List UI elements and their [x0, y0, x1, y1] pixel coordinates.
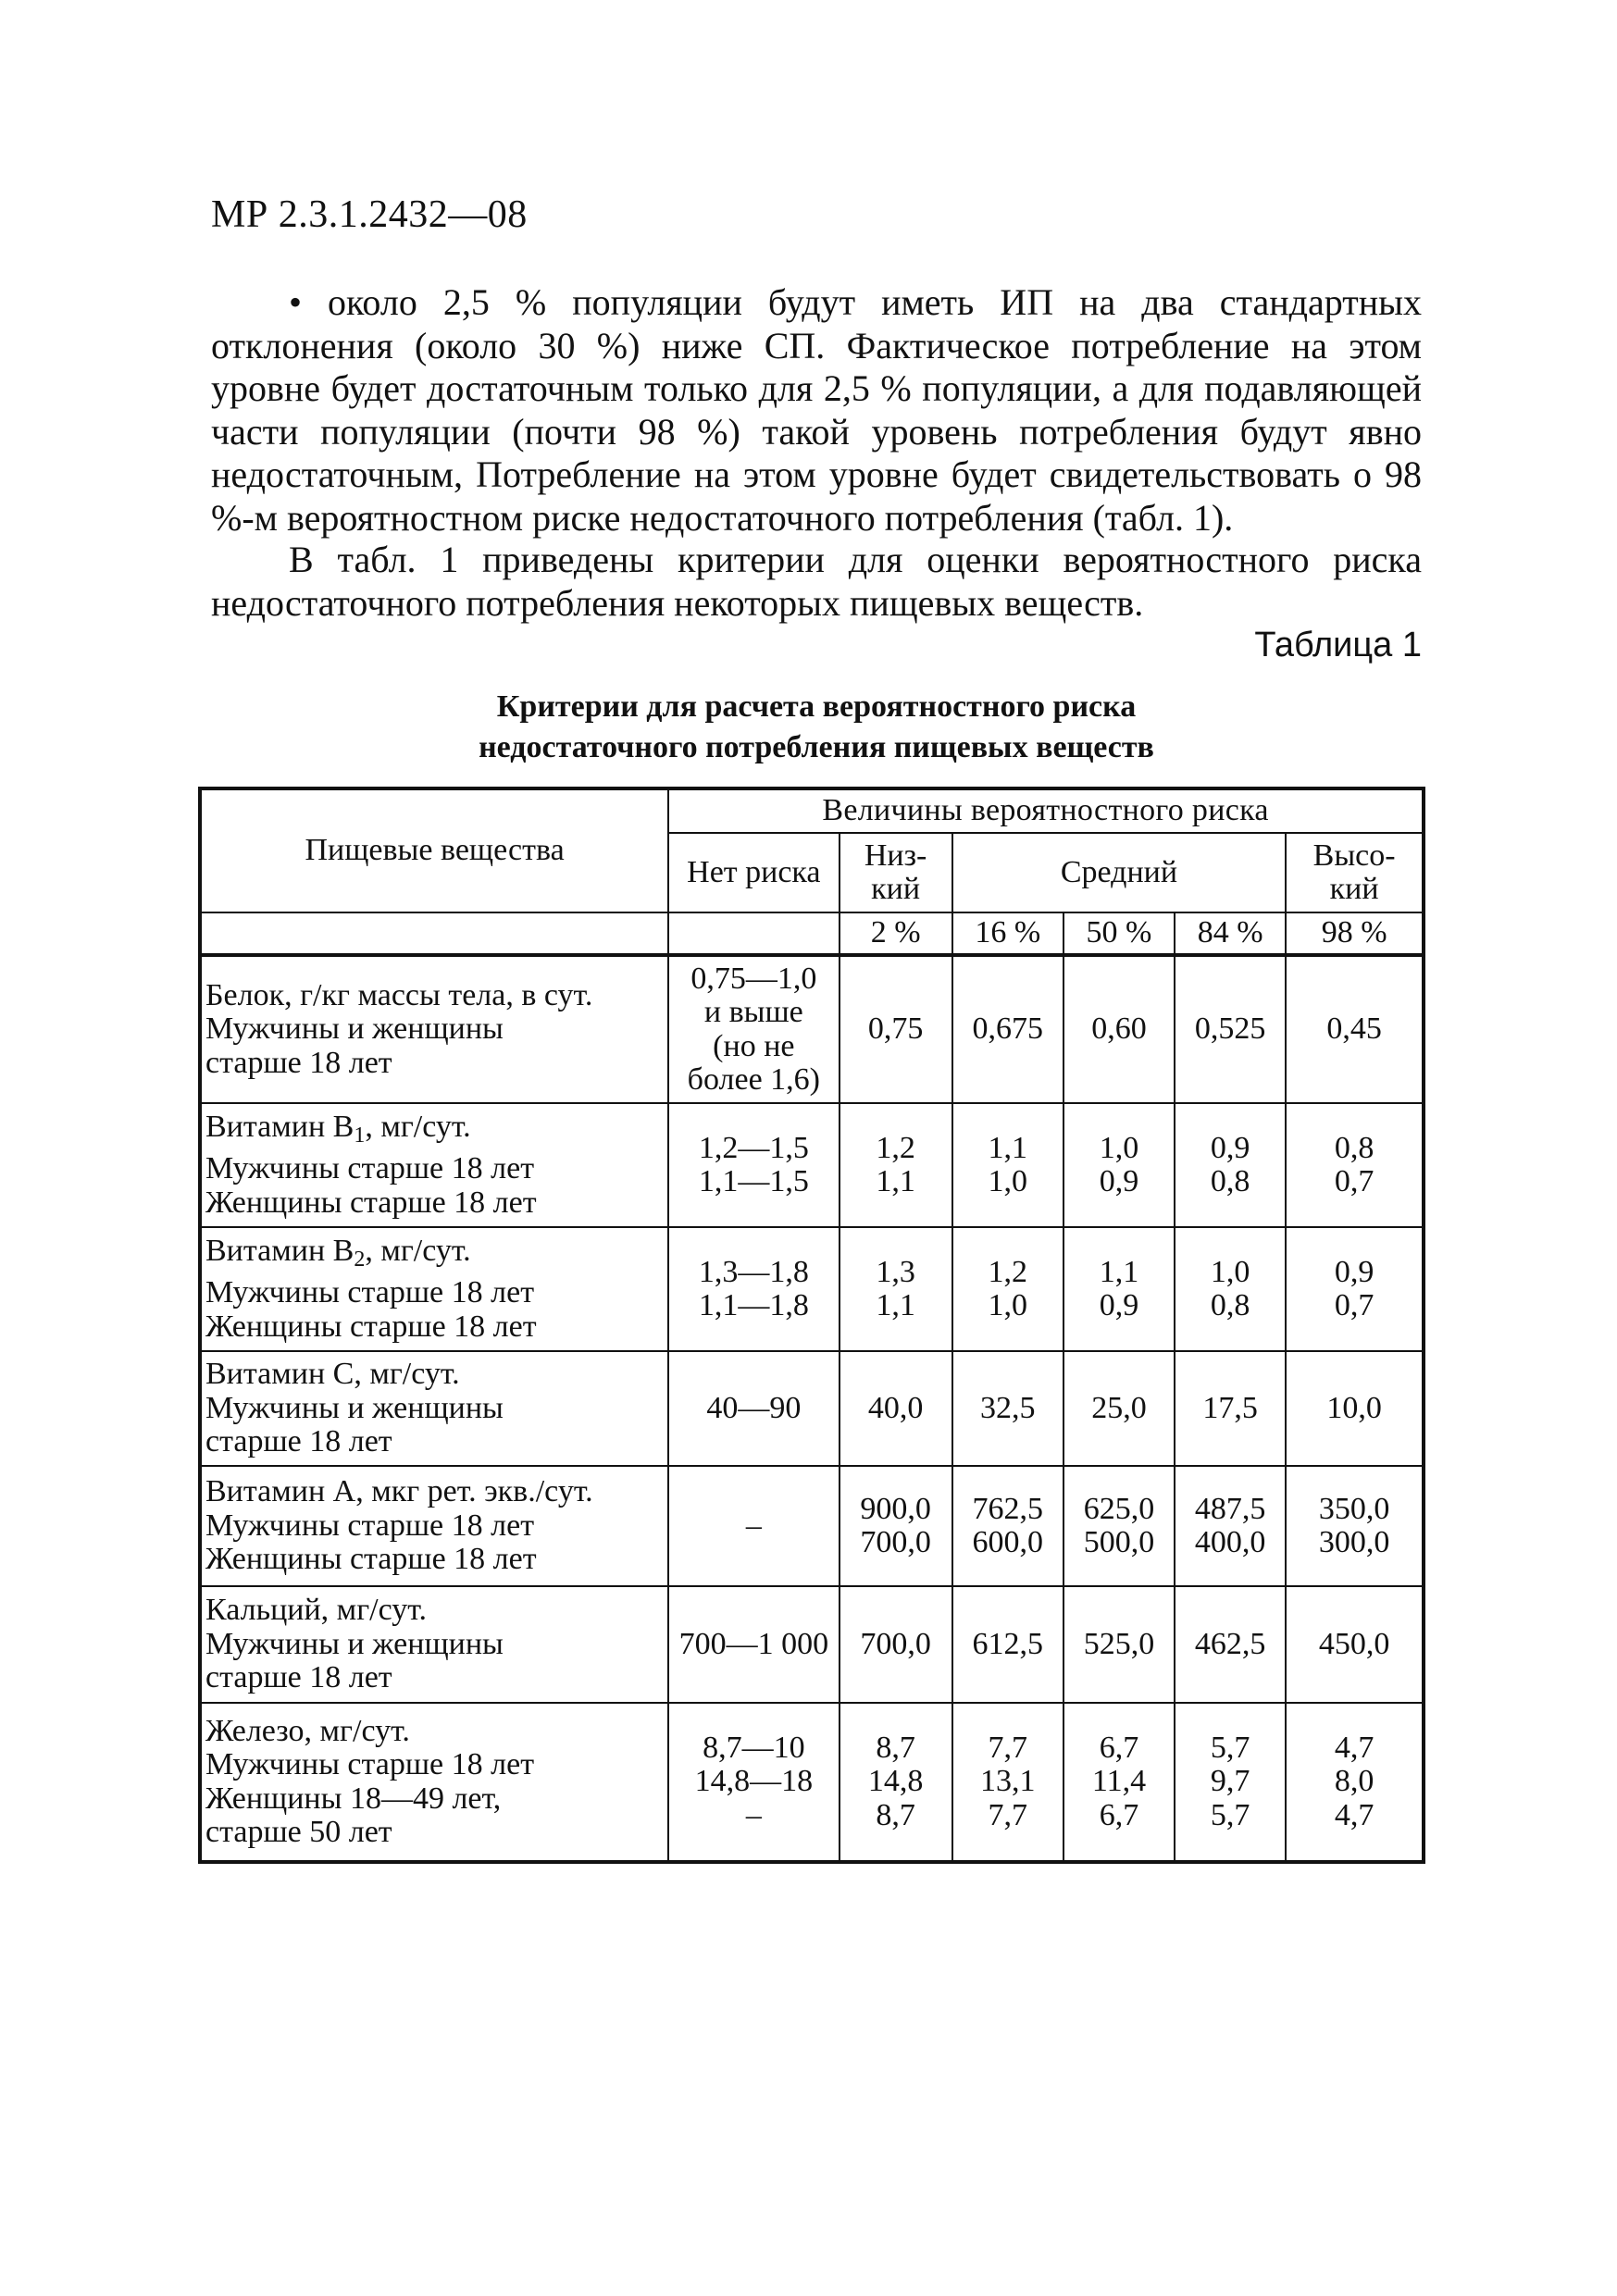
- value-cell-p16: [952, 1703, 1063, 1862]
- cell-value: 1,2: [988, 1254, 1028, 1289]
- substance-line: Женщины старше 18 лет: [205, 1185, 537, 1220]
- cell-value: 462,5: [1194, 1626, 1266, 1661]
- value-cell-p16: [952, 1351, 1063, 1466]
- cell-value: 700,0: [860, 1626, 931, 1661]
- value-cell-p50: [1063, 1586, 1175, 1703]
- cell-value: 0,60: [1091, 1011, 1147, 1047]
- cell-value: 300,0: [1318, 1525, 1390, 1559]
- cell-value: 1,2—1,5: [698, 1130, 809, 1165]
- value-cell-p84: [1175, 1351, 1286, 1466]
- cell-value: 0,9: [1099, 1164, 1139, 1198]
- header-row: [200, 788, 1424, 833]
- value-cell-p2: [840, 1703, 952, 1862]
- cell-value: –: [745, 1508, 762, 1543]
- cell-value: 700—1 000: [678, 1626, 829, 1661]
- no-risk-cell: [668, 1703, 839, 1862]
- value-cell-p16: [952, 1586, 1063, 1703]
- cell-value: 0,45: [1326, 1011, 1382, 1047]
- value-cell-p2: [840, 1351, 952, 1466]
- table-row: [200, 1227, 1424, 1351]
- substance-title-part: , мг/сут.: [365, 1233, 471, 1268]
- header-low: [840, 833, 952, 912]
- value-cell-p98: [1286, 955, 1424, 1103]
- substance-line: Мужчины старше 18 лет: [205, 1151, 535, 1186]
- substance-title: [205, 1235, 664, 1277]
- no-risk-cell: [668, 1586, 839, 1703]
- header-pct: 50 %: [1063, 912, 1175, 955]
- cell-value: 1,0: [1210, 1254, 1250, 1289]
- substance-line: Женщины старше 18 лет: [205, 1309, 537, 1344]
- header-high-line: Высо-: [1312, 838, 1396, 873]
- cell-value: 0,75: [867, 1011, 924, 1047]
- substance-cell: [200, 1227, 668, 1351]
- substance-line: Мужчины старше 18 лет: [205, 1275, 535, 1310]
- substance-line: Мужчины и женщины: [205, 1390, 504, 1425]
- cell-value: 0,9: [1210, 1130, 1250, 1165]
- table-number-label: Таблица 1: [1254, 626, 1422, 664]
- cell-value: 1,3—1,8: [698, 1254, 809, 1289]
- substance-line: Кальций, мг/сут.: [205, 1593, 428, 1628]
- cell-value: 4,7: [1334, 1797, 1374, 1832]
- value-cell-p16: [952, 1466, 1063, 1586]
- header-pct: 2 %: [840, 912, 952, 955]
- cell-value: 0,75—1,0: [690, 961, 817, 996]
- cell-value: 450,0: [1318, 1626, 1390, 1661]
- header-no-risk: Нет риска: [668, 833, 839, 912]
- header-high-line: кий: [1329, 872, 1379, 906]
- value-cell-p2: [840, 955, 952, 1103]
- substance-line: Витамин С, мг/сут.: [205, 1357, 460, 1392]
- cell-value: 40—90: [706, 1390, 802, 1425]
- cell-value: 612,5: [972, 1626, 1044, 1661]
- substance-line: Мужчины и женщины: [205, 1626, 504, 1661]
- table-row: [200, 1466, 1424, 1586]
- cell-value: 5,7: [1210, 1797, 1250, 1832]
- paragraph-bullet: • около 2,5 % популяции будут иметь ИП на два стандартных отклонения (около 30 %) ниже СП. Фактическое потребление на этом уровне будет достаточным только для 2,5 % популяции, а для подавляющей части популяции (почти 98 %) такой уровень потребления будут явно недостаточным, Потребление на этом уровне будет свидетельствовать о 98 %-м вероятностном риске недостаточного потребления (табл. 1).: [211, 281, 1422, 539]
- cell-value: 0,9: [1099, 1288, 1139, 1322]
- substance-cell: [200, 1703, 668, 1862]
- value-cell-p50: [1063, 1351, 1175, 1466]
- table-row: [200, 1103, 1424, 1227]
- table-row: [200, 1586, 1424, 1703]
- substance-line: Мужчины старше 18 лет: [205, 1747, 535, 1781]
- cell-value: 1,1—1,8: [698, 1288, 809, 1322]
- cell-value: 8,7: [876, 1730, 915, 1765]
- value-cell-p50: [1063, 1103, 1175, 1227]
- value-cell-p98: [1286, 1227, 1424, 1351]
- substance-line: старше 50 лет: [205, 1815, 392, 1849]
- header-risk-group: Величины вероятностного риска: [668, 788, 1424, 833]
- cell-value: 1,3: [876, 1254, 915, 1289]
- cell-value: 13,1: [980, 1764, 1036, 1799]
- substance-line: Мужчины старше 18 лет: [205, 1508, 535, 1543]
- substance-title-part: , мг/сут.: [365, 1109, 471, 1144]
- cell-value: 1,0: [988, 1288, 1028, 1322]
- value-cell-p2: [840, 1586, 952, 1703]
- cell-value: 5,7: [1210, 1730, 1250, 1765]
- substance-title-part: 2: [354, 1247, 366, 1272]
- cell-value: 10,0: [1326, 1390, 1382, 1425]
- no-risk-cell: [668, 1351, 839, 1466]
- table-caption-line: недостаточного потребления пищевых веществ: [479, 730, 1154, 764]
- value-cell-p98: [1286, 1586, 1424, 1703]
- table-row: [200, 1703, 1424, 1862]
- cell-value: 0,7: [1334, 1164, 1374, 1198]
- table-row: [200, 955, 1424, 1103]
- cell-value: 1,0: [1099, 1130, 1139, 1165]
- cell-value: 1,1—1,5: [698, 1164, 809, 1198]
- cell-value: 1,1: [1099, 1254, 1139, 1289]
- table-caption: [211, 687, 1422, 768]
- value-cell-p98: [1286, 1703, 1424, 1862]
- header-high: [1286, 833, 1424, 912]
- cell-value: 6,7: [1099, 1730, 1139, 1765]
- cell-value: (но не: [713, 1028, 795, 1063]
- cell-value: 7,7: [988, 1797, 1028, 1832]
- cell-value: 40,0: [867, 1390, 924, 1425]
- no-risk-cell: [668, 1466, 839, 1586]
- value-cell-p98: [1286, 1466, 1424, 1586]
- substance-line: Женщины старше 18 лет: [205, 1542, 537, 1577]
- substance-title-part: 1: [354, 1123, 366, 1148]
- cell-value: 8,0: [1334, 1764, 1374, 1799]
- cell-value: 1,1: [876, 1288, 915, 1322]
- cell-value: 0,8: [1210, 1288, 1250, 1322]
- substance-cell: [200, 1466, 668, 1586]
- value-cell-p16: [952, 955, 1063, 1103]
- header-empty: [200, 912, 668, 955]
- no-risk-cell: [668, 955, 839, 1103]
- cell-value: –: [745, 1797, 762, 1832]
- value-cell-p50: [1063, 1227, 1175, 1351]
- cell-value: 0,675: [972, 1011, 1044, 1047]
- no-risk-cell: [668, 1103, 839, 1227]
- cell-value: 0,8: [1334, 1130, 1374, 1165]
- cell-value: 0,525: [1194, 1011, 1266, 1047]
- cell-value: 1,1: [988, 1130, 1028, 1165]
- risk-criteria-table: [198, 787, 1425, 1864]
- value-cell-p50: [1063, 1703, 1175, 1862]
- header-pct: 16 %: [952, 912, 1063, 955]
- value-cell-p84: [1175, 1586, 1286, 1703]
- cell-value: 625,0: [1083, 1491, 1155, 1526]
- substance-cell: [200, 955, 668, 1103]
- value-cell-p84: [1175, 1103, 1286, 1227]
- cell-value: 6,7: [1099, 1797, 1139, 1832]
- document-code: МР 2.3.1.2432—08: [211, 193, 528, 236]
- cell-value: 762,5: [972, 1491, 1044, 1526]
- value-cell-p50: [1063, 955, 1175, 1103]
- cell-value: 487,5: [1194, 1491, 1266, 1526]
- cell-value: 11,4: [1091, 1764, 1147, 1799]
- value-cell-p50: [1063, 1466, 1175, 1586]
- substance-line: Белок, г/кг массы тела, в сут.: [205, 977, 593, 1012]
- substance-line: Витамин А, мкг рет. экв./сут.: [205, 1474, 593, 1509]
- header-pct: 84 %: [1175, 912, 1286, 955]
- substance-line: Железо, мг/сут.: [205, 1713, 410, 1748]
- substance-cell: [200, 1351, 668, 1466]
- cell-value: 0,7: [1334, 1288, 1374, 1322]
- header-low-line: кий: [871, 872, 921, 906]
- substance-cell: [200, 1586, 668, 1703]
- cell-value: 7,7: [988, 1730, 1028, 1765]
- cell-value: 1,1: [876, 1164, 915, 1198]
- value-cell-p16: [952, 1227, 1063, 1351]
- cell-value: и выше: [703, 995, 803, 1029]
- cell-value: более 1,6): [687, 1062, 820, 1097]
- substance-line: старше 18 лет: [205, 1660, 392, 1695]
- value-cell-p98: [1286, 1103, 1424, 1227]
- header-substances: Пищевые вещества: [200, 788, 668, 912]
- cell-value: 25,0: [1091, 1390, 1147, 1425]
- cell-value: 900,0: [860, 1491, 931, 1526]
- value-cell-p16: [952, 1103, 1063, 1227]
- header-empty: [668, 912, 839, 955]
- cell-value: 500,0: [1083, 1525, 1155, 1559]
- value-cell-p98: [1286, 1351, 1424, 1466]
- header-medium: Средний: [952, 833, 1287, 912]
- cell-value: 0,8: [1210, 1164, 1250, 1198]
- cell-value: 17,5: [1202, 1390, 1258, 1425]
- value-cell-p84: [1175, 1703, 1286, 1862]
- cell-value: 350,0: [1318, 1491, 1390, 1526]
- paragraph-intro: В табл. 1 приведены критерии для оценки вероятностного риска недостаточного потребления некоторых пищевых веществ.: [211, 539, 1422, 624]
- cell-value: 1,2: [876, 1130, 915, 1165]
- substance-line: старше 18 лет: [205, 1424, 392, 1459]
- cell-value: 8,7: [876, 1797, 915, 1832]
- cell-value: 4,7: [1334, 1730, 1374, 1765]
- cell-value: 0,9: [1334, 1254, 1374, 1289]
- value-cell-p84: [1175, 955, 1286, 1103]
- substance-title: [205, 1111, 664, 1153]
- cell-value: 600,0: [972, 1525, 1044, 1559]
- cell-value: 14,8: [867, 1764, 924, 1799]
- substance-line: Мужчины и женщины: [205, 1011, 504, 1047]
- value-cell-p2: [840, 1103, 952, 1227]
- substance-title-part: Витамин B: [205, 1109, 354, 1144]
- substance-line: Женщины 18—49 лет,: [205, 1781, 502, 1816]
- cell-value: 8,7—10: [703, 1730, 805, 1765]
- cell-value: 400,0: [1194, 1525, 1266, 1559]
- table-caption-line: Критерии для расчета вероятностного риска: [496, 689, 1137, 724]
- cell-value: 1,0: [988, 1164, 1028, 1198]
- cell-value: 700,0: [860, 1525, 931, 1559]
- value-cell-p84: [1175, 1227, 1286, 1351]
- cell-value: 9,7: [1210, 1764, 1250, 1799]
- header-row-percent: [200, 912, 1424, 955]
- substance-title-part: Витамин B: [205, 1233, 354, 1268]
- cell-value: 32,5: [980, 1390, 1036, 1425]
- value-cell-p2: [840, 1466, 952, 1586]
- table-row: [200, 1351, 1424, 1466]
- substance-cell: [200, 1103, 668, 1227]
- value-cell-p84: [1175, 1466, 1286, 1586]
- value-cell-p2: [840, 1227, 952, 1351]
- no-risk-cell: [668, 1227, 839, 1351]
- cell-value: 525,0: [1083, 1626, 1155, 1661]
- cell-value: 14,8—18: [694, 1764, 814, 1799]
- header-low-line: Низ-: [864, 838, 927, 873]
- header-pct: 98 %: [1286, 912, 1424, 955]
- substance-line: старше 18 лет: [205, 1045, 392, 1080]
